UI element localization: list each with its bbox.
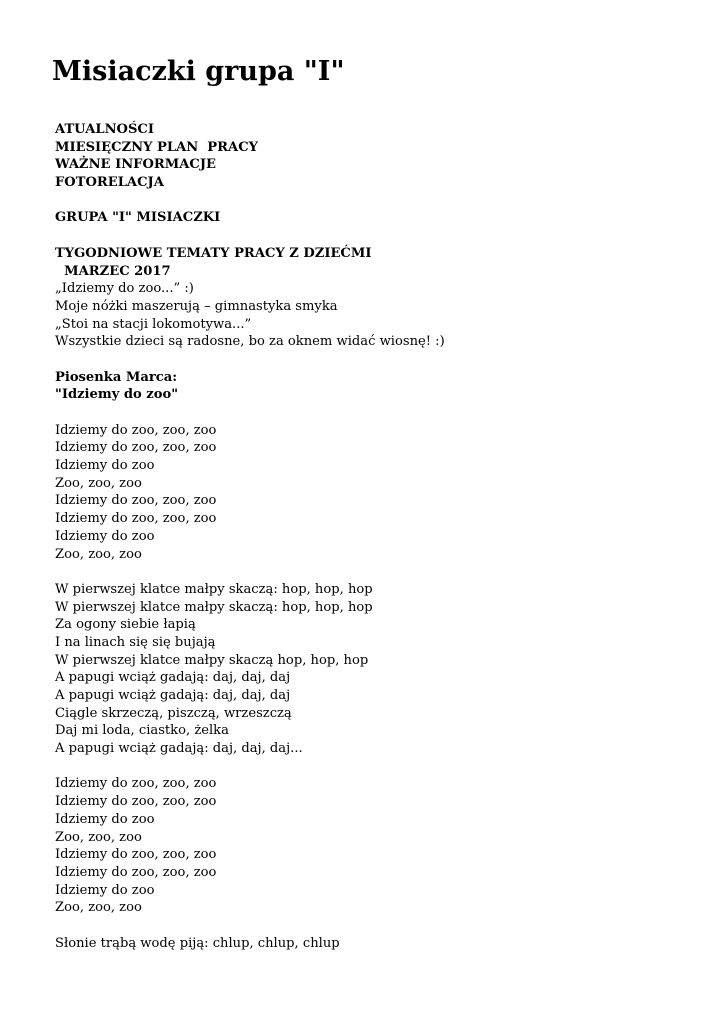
spacer [55,227,695,245]
weekly-themes [55,245,695,351]
themes-heading: TYGODNIOWE TEMATY PRACY Z DZIEĆMI [55,245,372,261]
lyric-line: Idziemy do zoo [55,811,155,827]
song-verse-2 [55,581,695,758]
lyric-line: Słonie trąbą wodę piją: chlup, chlup, chlup [55,935,340,951]
spacer [55,563,695,581]
nav-link-important-info[interactable]: WAŻNE INFORMACJE [55,157,217,173]
lyric-line: Zoo, zoo, zoo [55,475,142,491]
song-of-the-month [55,369,695,953]
lyric-line: Idziemy do zoo, zoo, zoo [55,794,217,810]
theme-item: „Stoi na stacji lokomotywa...” [55,316,252,332]
spacer [55,917,695,935]
lyric-line: Zoo, zoo, zoo [55,829,142,845]
lyric-line: Idziemy do zoo [55,458,155,474]
lyric-line: Idziemy do zoo, zoo, zoo [55,422,217,438]
lyric-line: Idziemy do zoo [55,882,155,898]
lyric-line: I na linach się się bujają [55,634,216,650]
song-verse-4 [55,935,695,953]
spacer [55,758,695,776]
lyric-line: Idziemy do zoo, zoo, zoo [55,493,217,509]
spacer [55,404,695,422]
nav-link-monthly-plan[interactable]: MIESIĘCZNY PLAN PRACY [55,139,258,155]
lyric-line: Za ogony siebie łapią [55,617,196,633]
lyric-line: A papugi wciąż gadają: daj, daj, daj [55,688,291,703]
nav-link-photo-report[interactable]: FOTORELACJA [55,175,164,191]
nav-link-aktualnosci[interactable]: ATUALNOŚCI [55,122,154,137]
song-verse-3 [55,775,695,917]
lyric-line: Zoo, zoo, zoo [55,900,142,916]
section-nav [55,121,695,192]
lyric-line: Idziemy do zoo [55,528,155,544]
song-title: "Idziemy do zoo" [55,387,179,403]
page-content [55,121,695,952]
page-title: Misiaczki grupa "I" [52,56,345,87]
lyric-line: W pierwszej klatce małpy skaczą: hop, hop, hop [55,581,373,597]
lyric-line: Idziemy do zoo, zoo, zoo [55,776,217,792]
lyric-line: Idziemy do zoo, zoo, zoo [55,864,217,880]
themes-month: MARZEC 2017 [55,263,171,279]
lyric-line: Daj mi loda, ciastko, żelka [55,723,229,739]
lyric-line: A papugi wciąż gadają: daj, daj, daj [55,670,291,686]
lyric-line: W pierwszej klatce małpy skaczą: hop, hop, hop [55,599,373,615]
song-heading: Piosenka Marca: [55,369,178,385]
lyric-line: Zoo, zoo, zoo [55,546,142,562]
theme-item: Wszystkie dzieci są radosne, bo za oknem widać wiosnę! :) [55,334,445,350]
lyric-line: Idziemy do zoo, zoo, zoo [55,511,217,527]
theme-item: Moje nóżki maszerują – gimnastyka smyka [55,298,338,314]
spacer [55,192,695,210]
lyric-line: Ciągle skrzeczą, piszczą, wrzeszczą [55,705,292,721]
song-verse-1 [55,422,695,564]
lyric-line: W pierwszej klatce małpy skaczą hop, hop, hop [55,652,369,668]
group-heading: GRUPA "I" MISIACZKI [55,210,221,226]
lyric-line: A papugi wciąż gadają: daj, daj, daj... [55,741,303,757]
lyric-line: Idziemy do zoo, zoo, zoo [55,847,217,863]
lyric-line: Idziemy do zoo, zoo, zoo [55,440,217,456]
theme-item: „Idziemy do zoo...” :) [55,281,194,297]
spacer [55,351,695,369]
